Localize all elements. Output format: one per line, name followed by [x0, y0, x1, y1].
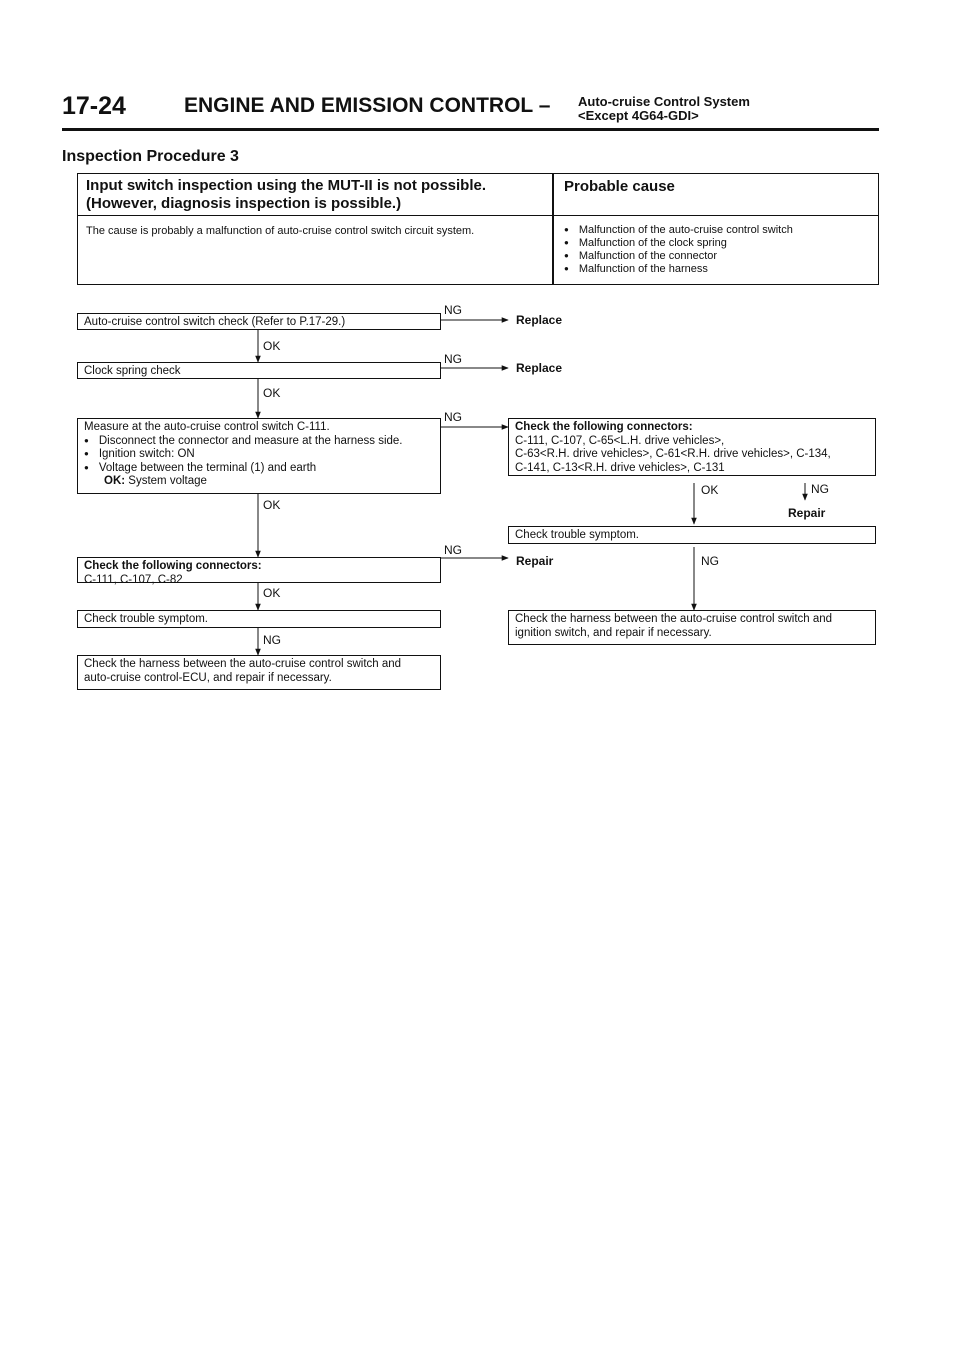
ng-label-r2: NG	[701, 554, 719, 568]
page-number: 17-24	[62, 92, 126, 120]
ng-label-4: NG	[444, 543, 462, 557]
result-repair-4: Repair	[516, 554, 554, 568]
section-title: ENGINE AND EMISSION CONTROL –	[184, 94, 551, 117]
list-item: ● Malfunction of the auto-cruise control switch	[564, 224, 793, 237]
ok-label-4: OK	[263, 586, 281, 600]
step-check-harness-ecu: Check the harness between the auto-cruise control switch and auto-cruise control-ECU, and repair if necessary.	[77, 655, 441, 690]
ok-label-2: OK	[263, 386, 281, 400]
step-check-trouble-symptom: Check trouble symptom.	[77, 610, 441, 628]
procedure-title: Inspection Procedure 3	[62, 148, 239, 165]
right-check-connectors: Check the following connectors: C-111, C-107, C-65<L.H. drive vehicles>, C-63<R.H. drive vehicles>, C-61<R.H. drive vehicles>, C-134, C-141, C-13<R.H. drive vehicles>, C-131	[508, 418, 876, 476]
ok-label-3: OK	[263, 498, 281, 512]
list-item: ● Malfunction of the clock spring	[564, 237, 793, 250]
step-switch-check: Auto-cruise control switch check (Refer to P.17-29.)	[77, 313, 441, 330]
step-check-connectors: Check the following connectors: C-111, C-107, C-82	[77, 557, 441, 583]
table-cell-description: The cause is probably a malfunction of auto-cruise control switch circuit system.	[86, 225, 475, 237]
result-repair-r1: Repair	[788, 506, 826, 520]
step-clock-spring-check: Clock spring check	[77, 362, 441, 379]
ng-label-1: NG	[444, 303, 462, 317]
right-check-trouble-symptom: Check trouble symptom.	[508, 526, 876, 544]
table-header-probable-cause: Probable cause	[564, 178, 675, 195]
list-item: ● Malfunction of the connector	[564, 250, 793, 263]
list-item: ● Malfunction of the harness	[564, 263, 793, 276]
result-replace-2: Replace	[516, 361, 563, 375]
result-replace-1: Replace	[516, 313, 563, 327]
ng-label-3: NG	[444, 410, 462, 424]
subtitle-line-1: Auto-cruise Control System	[578, 94, 750, 109]
right-check-harness-ignition: Check the harness between the auto-cruise control switch and ignition switch, and repair if necessary.	[508, 610, 876, 645]
ok-label-1: OK	[263, 339, 281, 353]
ng-label-2: NG	[444, 352, 462, 366]
ng-label-5: NG	[263, 633, 281, 647]
ok-label-r1: OK	[701, 483, 719, 497]
step-measure-switch: Measure at the auto-cruise control switch C-111. ● Disconnect the connector and measure at the harness side. ● Ignition switch: ON ● Voltage between the terminal (1) and earth OK: System voltage	[77, 418, 441, 494]
subtitle-line-2: <Except 4G64-GDI>	[578, 108, 699, 123]
table-header-condition: Input switch inspection using the MUT-II is not possible. (However, diagnosis inspection is possible.)	[86, 177, 487, 212]
ng-label-r1: NG	[811, 482, 829, 496]
